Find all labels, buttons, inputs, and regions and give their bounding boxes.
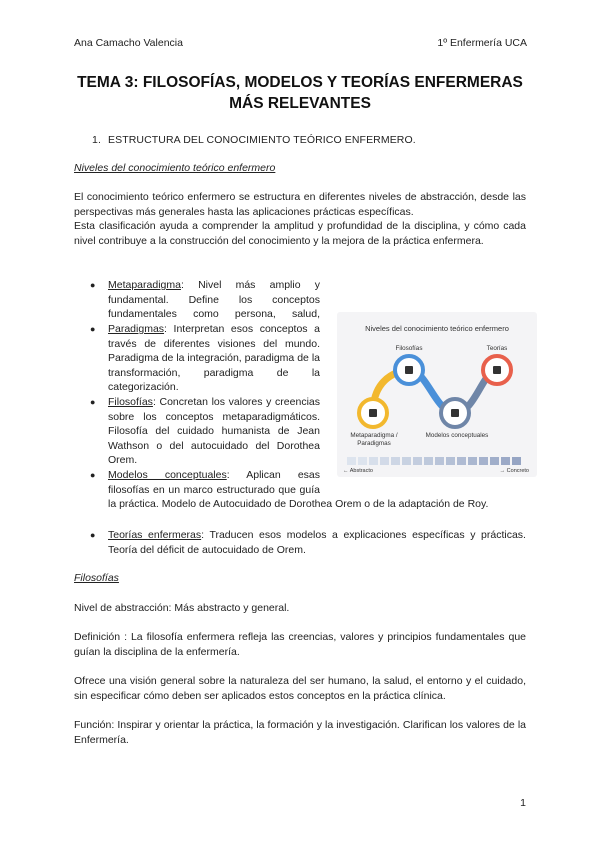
filosofias-vision: Ofrece una visión general sobre la naturaleza del ser humano, la salud, el entorno y el cuidado, sin especificar cómo deben ser aplicados estos conceptos en la práctica clínica. bbox=[74, 675, 526, 702]
figure-diagram bbox=[337, 312, 537, 477]
header-course: 1º Enfermería UCA bbox=[437, 37, 527, 49]
bullet-term: Modelos conceptuales bbox=[108, 469, 227, 481]
bullet-dot: ● bbox=[90, 324, 96, 334]
section-label: ESTRUCTURA DEL CONOCIMIENTO TEÓRICO ENFERMERO. bbox=[108, 134, 416, 146]
bullet-text: : Nivel más amplio y fundamental. Define los conceptos fundamentales como persona, salud, bbox=[108, 279, 320, 320]
page-number: 1 bbox=[520, 797, 526, 809]
figure-title: Niveles del conocimiento teórico enfermero bbox=[365, 324, 509, 333]
book-icon bbox=[369, 409, 377, 417]
intro-paragraph-2: Esta clasificación ayuda a comprender la amplitud y profundidad de la disciplina, y cómo cada nivel contribuye a la construcción del conocimiento y la mejora de la práctica enfermera. bbox=[74, 220, 526, 247]
bullet-text: : Aplican esas filosofías en un marco estructurado que guía la práctica. Modelo de Autocuidado de Dorothea Orem o de la adaptación de Roy. bbox=[108, 469, 489, 510]
label-paradigmas-line2: Paradigmas bbox=[357, 440, 391, 447]
section-heading bbox=[92, 134, 416, 146]
bullet-dot: ● bbox=[90, 530, 96, 540]
filosofias-definicion: Definición : La filosofía enfermera refleja las creencias, valores y principios fundamentales que guían la disciplina de la enfermería. bbox=[74, 631, 526, 658]
levels-figure bbox=[337, 312, 537, 477]
bullet-text: : Traducen esos modelos a explicaciones específicas y prácticas. Teoría del déficit de autocuidado de Orem. bbox=[108, 529, 526, 556]
label-modelos: Modelos conceptuales bbox=[425, 432, 489, 439]
title-line-1: TEMA 3: FILOSOFÍAS, MODELOS Y TEORÍAS ENFERMERAS bbox=[77, 74, 523, 91]
bullet-paradigmas bbox=[108, 322, 320, 395]
bullet-term: Filosofías bbox=[108, 396, 153, 408]
section-number: 1. bbox=[92, 134, 101, 146]
abstraction-scale bbox=[347, 457, 521, 465]
bullet-dot: ● bbox=[90, 470, 96, 480]
filosofias-funcion: Función: Inspirar y orientar la práctica, la formación y la investigación. Clarifican los valores de la Enfermería. bbox=[74, 719, 526, 746]
label-filosofias: Filosofías bbox=[395, 345, 423, 352]
page-title bbox=[70, 72, 530, 114]
intro-paragraph-1: El conocimiento teórico enfermero se estructura en diferentes niveles de abstracción, desde las perspectivas más generales hasta las aplicaciones prácticas específicas. bbox=[74, 191, 526, 218]
clipboard-icon bbox=[493, 366, 501, 374]
label-metaparadigma bbox=[345, 432, 403, 448]
document-icon bbox=[405, 366, 413, 374]
title-line-2: MÁS RELEVANTES bbox=[229, 95, 371, 112]
bullet-dot: ● bbox=[90, 280, 96, 290]
scale-left-label: ← Abstracto bbox=[343, 468, 373, 474]
bullet-teorias bbox=[108, 528, 526, 557]
bullet-dot: ● bbox=[90, 397, 96, 407]
subtitle-levels: Niveles del conocimiento teórico enfermero bbox=[74, 162, 276, 174]
label-teorias: Teorías bbox=[486, 345, 508, 352]
bullet-text: : Interpretan esos conceptos a través de diferentes visiones del mundo. Paradigma de la integración, paradigma de la transformación, paradigma de la categorización. bbox=[108, 323, 320, 393]
scale-right-label: → Concreto bbox=[499, 468, 529, 474]
bullet-filosofias bbox=[108, 395, 320, 468]
bullet-term: Paradigmas bbox=[108, 323, 165, 335]
header-author: Ana Camacho Valencia bbox=[74, 37, 183, 49]
label-metaparadigma-line1: Metaparadigma / bbox=[350, 432, 398, 439]
bullet-term: Metaparadigma bbox=[108, 279, 181, 291]
chart-icon bbox=[451, 409, 459, 417]
filosofias-nivel: Nivel de abstracción: Más abstracto y general. bbox=[74, 602, 290, 614]
subtitle-filosofias: Filosofías bbox=[74, 572, 119, 584]
bullet-term: Teorías enfermeras bbox=[108, 529, 202, 541]
bullet-text: : Concretan los valores y creencias sobre los conceptos metaparadigmáticos. Filosofía del cuidado humanista de Jean Wathson o del autocuidado del Dorothea Orem. bbox=[108, 396, 320, 466]
